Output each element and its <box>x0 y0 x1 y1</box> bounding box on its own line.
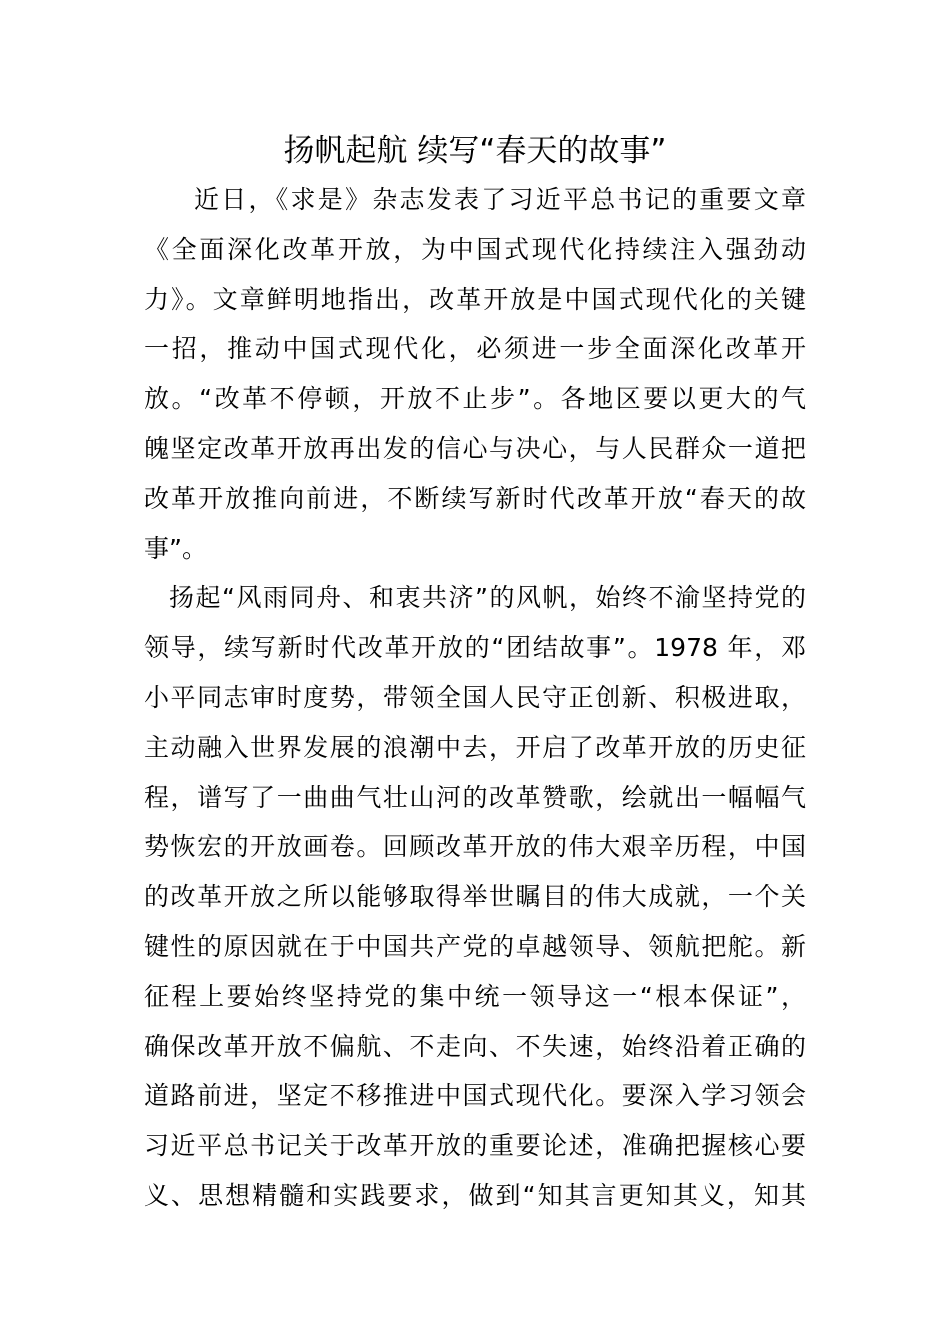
paragraph-1 <box>144 175 806 573</box>
text-line: 一招，推动中国式现代化，必须进一步全面深化改革开 <box>144 334 806 364</box>
text-line: 近日，《求是》杂志发表了习近平总书记的重要文章 <box>194 185 806 214</box>
text-line: 扬起“风雨同舟、和衷共济”的风帆，始终不渝坚持党的 <box>169 583 806 613</box>
text-line: 放。“改革不停顿，开放不止步”。各地区要以更大的气 <box>144 384 806 414</box>
text-line: 领导，续写新时代改革开放的“团结故事”。1978 年，邓 <box>144 633 806 663</box>
text-line: 义、思想精髓和实践要求，做到“知其言更知其义，知其 <box>144 1180 806 1210</box>
text-line: 程，谱写了一曲曲气壮山河的改革赞歌，绘就出一幅幅气 <box>144 782 806 812</box>
document-body <box>144 175 806 1221</box>
text-line: 小平同志审时度势，带领全国人民守正创新、积极进取， <box>144 682 806 712</box>
text-line: 的改革开放之所以能够取得举世瞩目的伟大成就，一个关 <box>144 882 806 912</box>
text-line: 确保改革开放不偏航、不走向、不失速，始终沿着正确的 <box>144 1031 806 1061</box>
text-line: 键性的原因就在于中国共产党的卓越领导、领航把舵。新 <box>144 931 806 961</box>
text-line: 势恢宏的开放画卷。回顾改革开放的伟大艰辛历程，中国 <box>144 832 806 862</box>
text-line: 魄坚定改革开放再出发的信心与决心，与人民群众一道把 <box>144 433 806 463</box>
text-line: 《全面深化改革开放，为中国式现代化持续注入强劲动 <box>144 234 806 264</box>
text-line: 主动融入世界发展的浪潮中去，开启了改革开放的历史征 <box>144 732 806 762</box>
paragraph-2 <box>144 573 806 1220</box>
text-line: 道路前进，坚定不移推进中国式现代化。要深入学习领会 <box>144 1081 806 1111</box>
text-line: 事”。 <box>144 533 207 563</box>
text-line: 改革开放推向前进，不断续写新时代改革开放“春天的故 <box>144 483 806 513</box>
document-title: 扬帆起航 续写“春天的故事” <box>283 133 667 169</box>
text-line: 征程上要始终坚持党的集中统一领导这一“根本保证”， <box>144 981 806 1011</box>
text-line: 习近平总书记关于改革开放的重要论述，准确把握核心要 <box>144 1131 806 1161</box>
text-line: 力》。文章鲜明地指出，改革开放是中国式现代化的关键 <box>144 284 806 314</box>
